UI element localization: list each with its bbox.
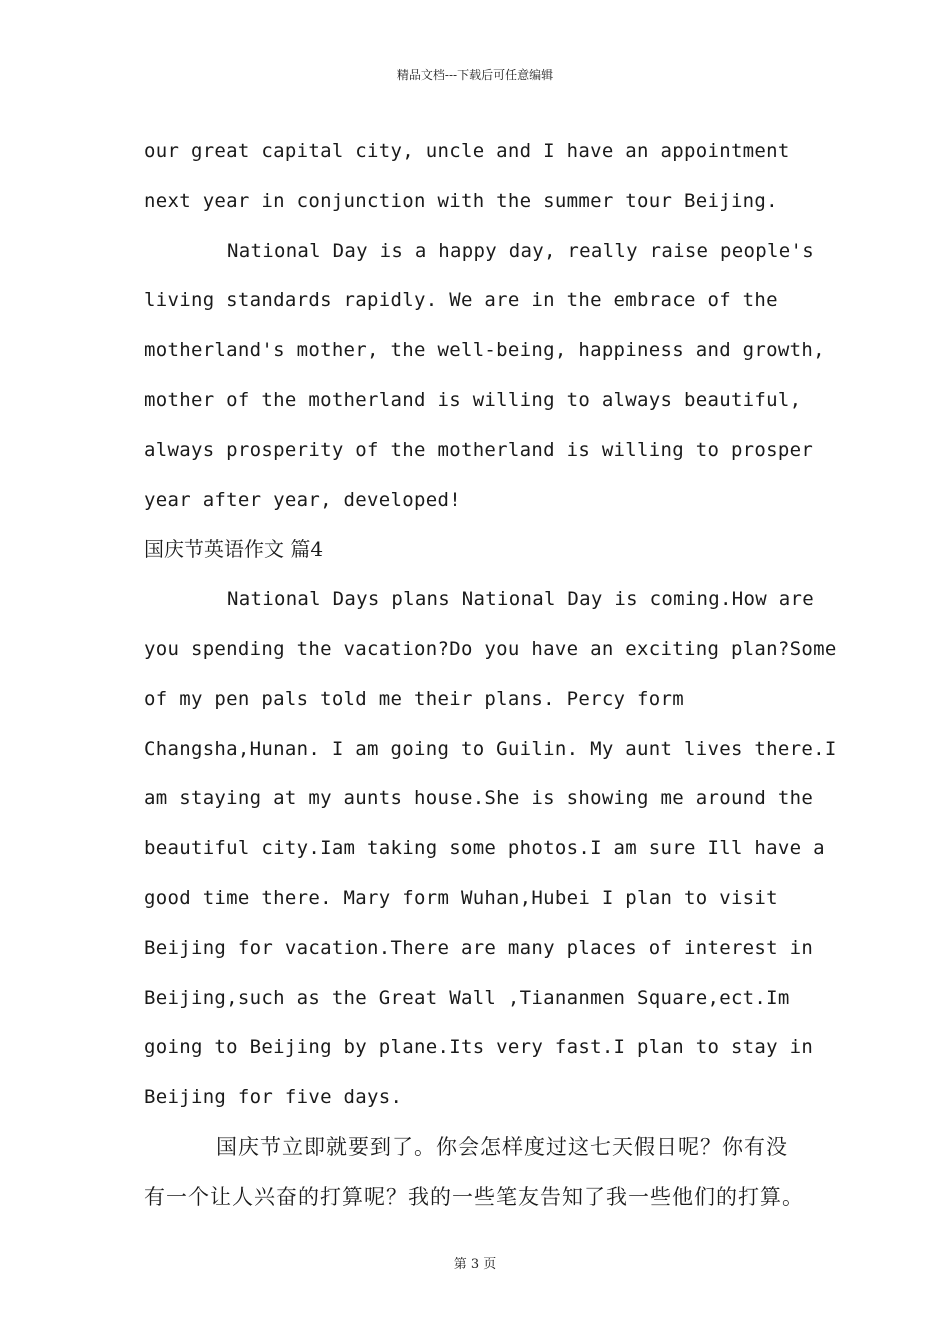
text-line: living standards rapidly. We are in the embrace of the [144, 289, 778, 312]
text-line: next year in conjunction with the summer tour Beijing. [144, 189, 778, 212]
text-line: beautiful city.Iam taking some photos.I am sure Ill have a [144, 837, 825, 860]
paragraph-1 [144, 127, 806, 227]
text-line: 国庆节立即就要到了。你会怎样度过这七天假日呢？你有没 [216, 1134, 788, 1159]
text-line: 有一个让人兴奋的打算呢？我的一些笔友告知了我一些他们的打算。 [144, 1184, 804, 1209]
paragraph-2 [144, 227, 825, 526]
text-line: year after year, developed! [144, 488, 461, 511]
text-line: mother of the motherland is willing to always beautiful, [144, 388, 802, 411]
text-line: going to Beijing by plane.Its very fast.I plan to stay in [144, 1036, 814, 1059]
text-line: good time there. Mary form Wuhan,Hubei I plan to visit [144, 886, 778, 909]
text-line: am staying at my aunts house.She is showing me around the [144, 787, 814, 810]
text-line: always prosperity of the motherland is willing to prosper [144, 438, 814, 461]
text-line: Changsha,Hunan. I am going to Guilin. My aunt lives there.I [144, 737, 837, 760]
text-line: of my pen pals told me their plans. Percy form [144, 687, 684, 710]
page-footer: 第 3 页 [453, 1257, 497, 1272]
text-line: Beijing,such as the Great Wall ,Tiananmen Square,ect.Im [144, 986, 790, 1009]
text-line: Beijing for vacation.There are many places of interest in [144, 936, 814, 959]
text-line [144, 127, 806, 177]
line-text: our great capital city, uncle and I have an appointment [144, 140, 790, 162]
text-line: National Day is a happy day, really raise people's [227, 239, 814, 262]
text-line: National Days plans National Day is coming.How are [227, 588, 814, 611]
document-body [144, 127, 837, 1223]
section-heading: 国庆节英语作文 篇4 [144, 537, 324, 562]
paragraph-3 [144, 575, 837, 1123]
text-line: motherland's mother, the well-being, happiness and growth, [144, 339, 825, 362]
text-line: you spending the vacation?Do you have an exciting plan?Some [144, 637, 837, 660]
page-header: 精品文档---下载后可任意编辑 [396, 68, 554, 82]
text-line: Beijing for five days. [144, 1086, 403, 1109]
paragraph-4 [144, 1123, 806, 1223]
